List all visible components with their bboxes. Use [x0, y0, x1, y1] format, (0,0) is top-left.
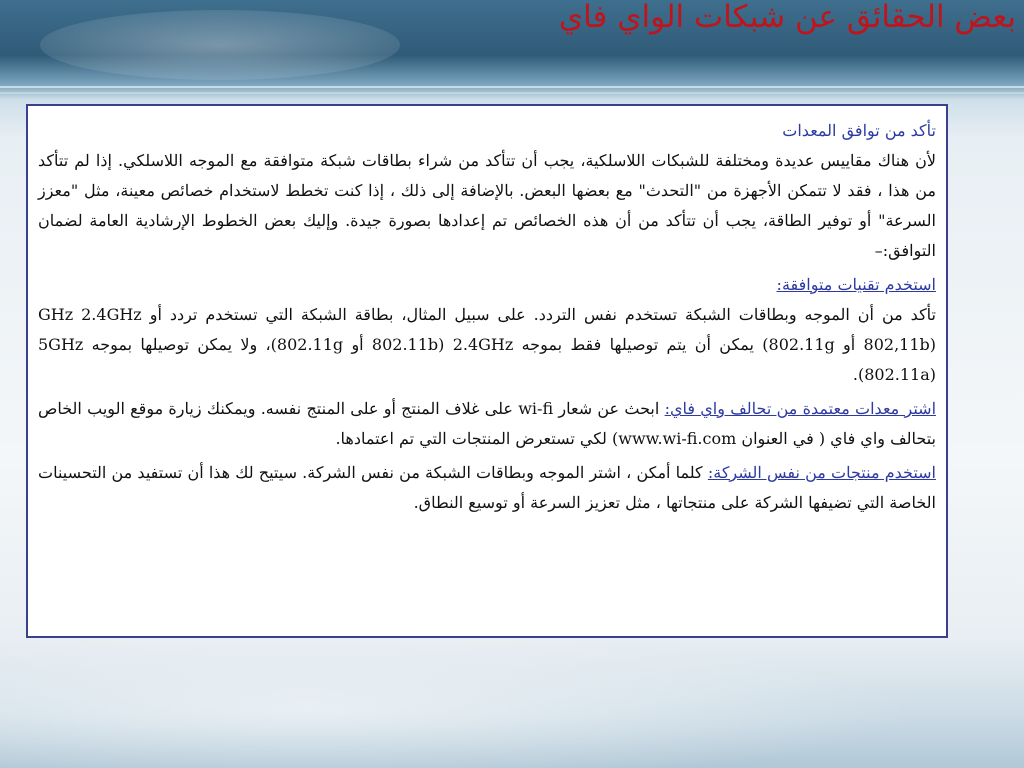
- background-glow: [40, 10, 400, 80]
- section-heading-text: اشتر معدات معتمدة من تحالف واي فاي:: [664, 399, 937, 418]
- section-heading: [38, 270, 936, 300]
- slide-title: بعض الحقائق عن شبكات الواي فاي: [558, 0, 1016, 35]
- section-heading-text: استخدم تقنيات متوافقة:: [776, 275, 936, 294]
- section-heading: [38, 116, 936, 146]
- section-body: ابحث عن شعار wi-fi على غلاف المنتج أو على المنتج نفسه. ويمكنك زيارة موقع الويب الخاص بتحالف واي فاي ( في العنوان www.wi-fi.com) لكي تستعرض المنتجات التي تم اعتمادها.: [38, 399, 936, 448]
- background-bottom-glow: [0, 620, 1024, 768]
- section-heading-text: استخدم منتجات من نفس الشركة:: [707, 463, 937, 482]
- content-text: [38, 116, 936, 522]
- section-paragraph: [38, 394, 936, 454]
- section-body: تأكد من أن الموجه وبطاقات الشبكة تستخدم نفس التردد. على سبيل المثال، بطاقة الشبكة التي تستخدم تردد أو GHz 2.4GHz (802,11b أو 802.11g) يمكن أن يتم توصيلها فقط بموجه 2.4GHz (802.11b أو 802.11g)، ولا يمكن توصيلها بموجه 5GHz (802.11a).: [38, 305, 937, 384]
- section-heading-text: تأكد من توافق المعدات: [782, 121, 936, 140]
- section-body: لأن هناك مقاييس عديدة ومختلفة للشبكات اللاسلكية، يجب أن تتأكد من شراء بطاقات شبكة متوافقة مع الموجه اللاسلكي. إذا لم تتأكد من هذا ، فقد لا تتمكن الأجهزة من "التحدث" مع بعضها البعض. بالإضافة إلى ذلك ، إذا كنت تخطط لاستخدام خصائص معينة، مثل "معزز السرعة" أو توفير الطاقة، يجب أن تتأكد من أن هذه الخصائص تم إعدادها بصورة جيدة. وإليك بعض الخطوط الإرشادية العامة لضمان التوافق:–: [38, 151, 937, 260]
- background-streak: [0, 86, 1024, 88]
- section-paragraph: [38, 458, 936, 518]
- background-streak: [0, 92, 1024, 94]
- content-box: [26, 104, 948, 638]
- section-body: كلما أمكن ، اشتر الموجه وبطاقات الشبكة من نفس الشركة. سيتيح لك هذا أن تستفيد من التحسينات الخاصة التي تضيفها الشركة على منتجاتها ، مثل تعزيز السرعة أو توسيع النطاق.: [38, 463, 936, 512]
